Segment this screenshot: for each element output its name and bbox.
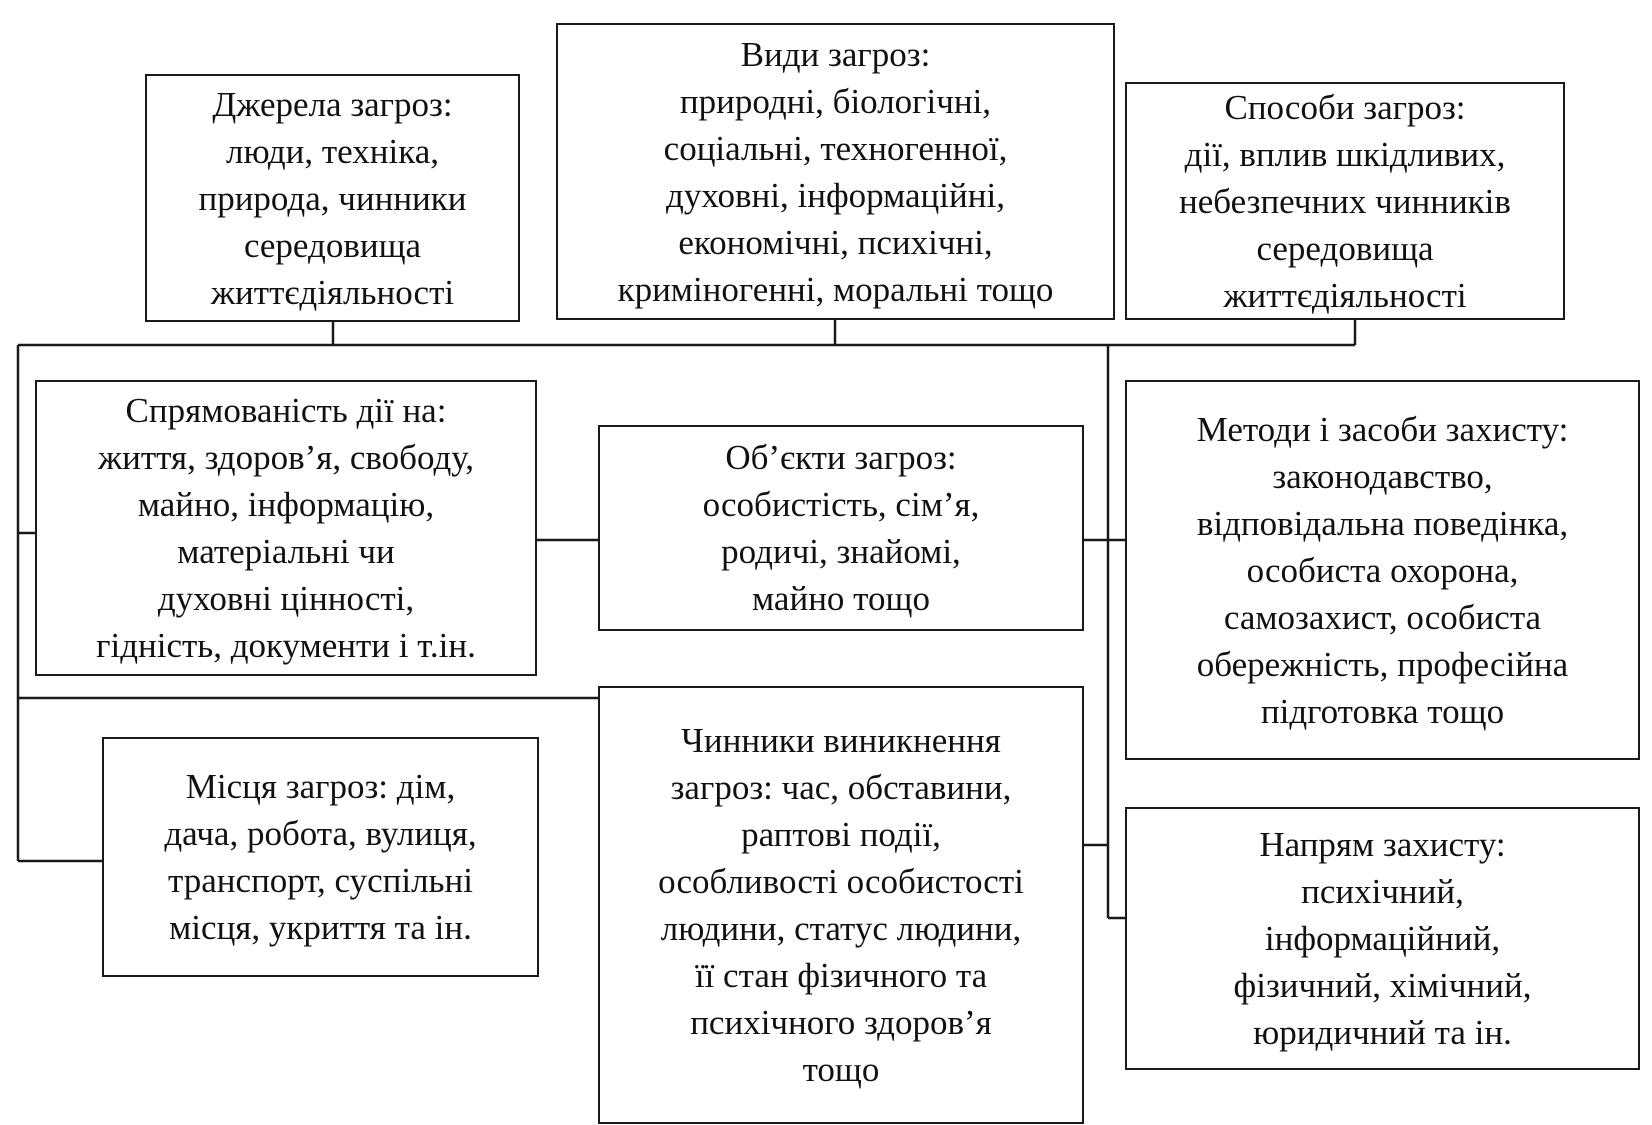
- action-direction-line: духовні цінності,: [157, 579, 415, 618]
- threat-methods-line: життєдіяльності: [1223, 275, 1467, 315]
- threat-sources-line: природа, чинники: [198, 178, 467, 218]
- protection-methods-line: законодавство,: [1272, 456, 1493, 496]
- threat-types-box: [556, 23, 1115, 320]
- threat-factors-box: [598, 686, 1084, 1124]
- action-direction-line: майно, інформацію,: [137, 485, 435, 524]
- threat-objects-line: Об’єкти загроз:: [725, 438, 957, 477]
- threat-places-line: дача, робота, вулиця,: [164, 814, 477, 853]
- threat-sources-line: життєдіяльності: [210, 272, 455, 312]
- action-direction-line: матеріальні чи: [177, 532, 395, 571]
- action-direction-box: [35, 380, 537, 676]
- protection-methods-box: [1125, 380, 1640, 760]
- protection-methods-line: Методи і засоби захисту:: [1196, 409, 1569, 449]
- threat-objects-box: [598, 425, 1084, 631]
- threat-factors-line: людини, статус людини,: [660, 909, 1022, 948]
- threat-methods-line: небезпечних чинників: [1179, 181, 1511, 221]
- protection-methods-line: обережність, професійна: [1196, 644, 1569, 684]
- threat-factors-line: загроз: час, обставини,: [670, 768, 1012, 807]
- threat-types-line: соціальні, техногенної,: [663, 128, 1008, 168]
- threat-types-line: духовні, інформаційні,: [666, 175, 1005, 215]
- protection-direction-line: інформаційний,: [1264, 919, 1501, 958]
- protection-methods-line: відповідальна поведінка,: [1196, 503, 1569, 543]
- threat-factors-line: особливості особистості: [658, 862, 1024, 901]
- threat-factors-line: її стан фізичного та: [694, 956, 988, 995]
- threat-objects-line: родичі, знайомі,: [721, 532, 961, 571]
- threat-places-line: Місця загроз: дім,: [185, 767, 456, 806]
- action-direction-line: життя, здоров’я, свободу,: [97, 438, 475, 477]
- threat-factors-line: Чинники виникнення: [681, 721, 1001, 760]
- threat-objects-line: майно тощо: [752, 579, 930, 618]
- protection-methods-line: самозахист, особиста: [1223, 597, 1542, 637]
- threat-sources-line: люди, техніка,: [226, 131, 439, 171]
- protection-methods-line: особиста охорона,: [1246, 550, 1519, 590]
- protection-direction-line: психічний,: [1301, 872, 1464, 911]
- action-direction-line: гідність, документи і т.ін.: [96, 626, 476, 665]
- threat-types-line: Види загроз:: [740, 34, 931, 74]
- threat-factors-line: раптові події,: [741, 815, 941, 854]
- threat-types-line: криміногенні, моральні тощо: [617, 269, 1054, 309]
- protection-direction-line: фізичний, хімічний,: [1233, 966, 1532, 1005]
- protection-direction-line: Напрям захисту:: [1259, 825, 1506, 864]
- threat-methods-line: дії, вплив шкідливих,: [1184, 134, 1506, 174]
- threat-places-line: місця, укриття та ін.: [169, 908, 472, 947]
- threat-places-line: транспорт, суспільні: [168, 861, 473, 900]
- threat-factors-line: психічного здоров’я: [690, 1003, 992, 1042]
- threat-methods-line: середовища: [1256, 228, 1434, 268]
- threat-types-line: природні, біологічні,: [679, 81, 992, 121]
- threat-methods-box: [1125, 82, 1565, 320]
- threat-methods-line: Способи загроз:: [1224, 87, 1466, 127]
- threat-objects-line: особистість, сім’я,: [702, 485, 980, 524]
- threat-factors-line: тощо: [802, 1050, 880, 1089]
- threat-places-box: [102, 737, 539, 977]
- protection-direction-line: юридичний та ін.: [1253, 1013, 1512, 1052]
- threat-sources-line: середовища: [243, 225, 422, 265]
- protection-direction-box: [1125, 807, 1640, 1070]
- threat-types-line: економічні, психічні,: [678, 222, 993, 262]
- protection-methods-line: підготовка тощо: [1260, 691, 1505, 731]
- threat-sources-box: [145, 74, 520, 322]
- threat-sources-line: Джерела загроз:: [212, 84, 453, 124]
- action-direction-line: Спрямованість дії на:: [125, 391, 447, 430]
